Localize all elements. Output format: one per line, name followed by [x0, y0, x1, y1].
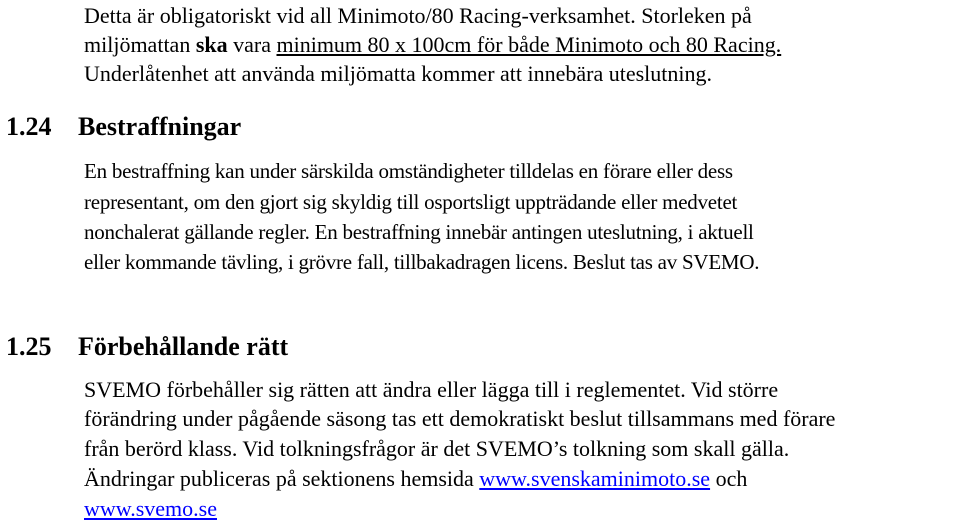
section-title: Bestraffningar [78, 112, 242, 141]
section-title: Förbehållande rätt [78, 332, 289, 361]
section-124-line-1: En bestraffning kan under särskilda omständigheter tilldelas en förare eller dess [84, 159, 733, 183]
intro-line-3: Underlåtenhet att använda miljömatta kommer att innebära uteslutning. [84, 61, 713, 86]
link-svemo[interactable]: www.svemo.se [84, 496, 217, 521]
section-125-text: Ändringar publiceras på sektionens hemsida [84, 466, 480, 491]
section-125-line-5 [84, 493, 217, 525]
section-125-line-4 [84, 463, 747, 495]
intro-bold-ska: ska [195, 32, 228, 57]
intro-line-1: Detta är obligatoriskt vid all Minimoto/80 Racing-verksamhet. Storleken på [84, 3, 752, 28]
section-124-line-4: eller kommande tävling, i grövre fall, tillbakadragen licens. Beslut tas av SVEMO. [84, 250, 760, 274]
section-125-line-3: från berörd klass. Vid tolkningsfrågor är det SVEMO’s tolkning som skall gälla. [84, 436, 790, 461]
section-125-line-2: förändring under pågående säsong tas ett demokratiskt beslut tillsammans med förare [84, 406, 836, 431]
intro-text: miljömattan [84, 32, 196, 57]
link-svenskaminimoto[interactable]: www.svenskaminimoto.se [479, 466, 711, 491]
section-124-line-2: representant, om den gjort sig skyldig till osportsligt uppträdande eller medvetet [84, 190, 738, 214]
intro-underlined-text: minimum 80 x 100cm för både Minimoto och 80 Racing. [276, 32, 782, 57]
intro-line-2 [84, 29, 781, 61]
section-125-line-1: SVEMO förbehåller sig rätten att ändra eller lägga till i reglementet. Vid större [84, 377, 779, 402]
section-124-line-3: nonchalerat gällande regler. En bestraffning innebär antingen uteslutning, i aktuell [84, 220, 754, 244]
section-heading-125 [6, 332, 288, 362]
intro-text: vara [227, 32, 277, 57]
section-number: 1.24 [6, 112, 52, 141]
section-number: 1.25 [6, 332, 52, 361]
section-heading-124 [6, 112, 241, 142]
section-125-text: och [710, 466, 748, 491]
